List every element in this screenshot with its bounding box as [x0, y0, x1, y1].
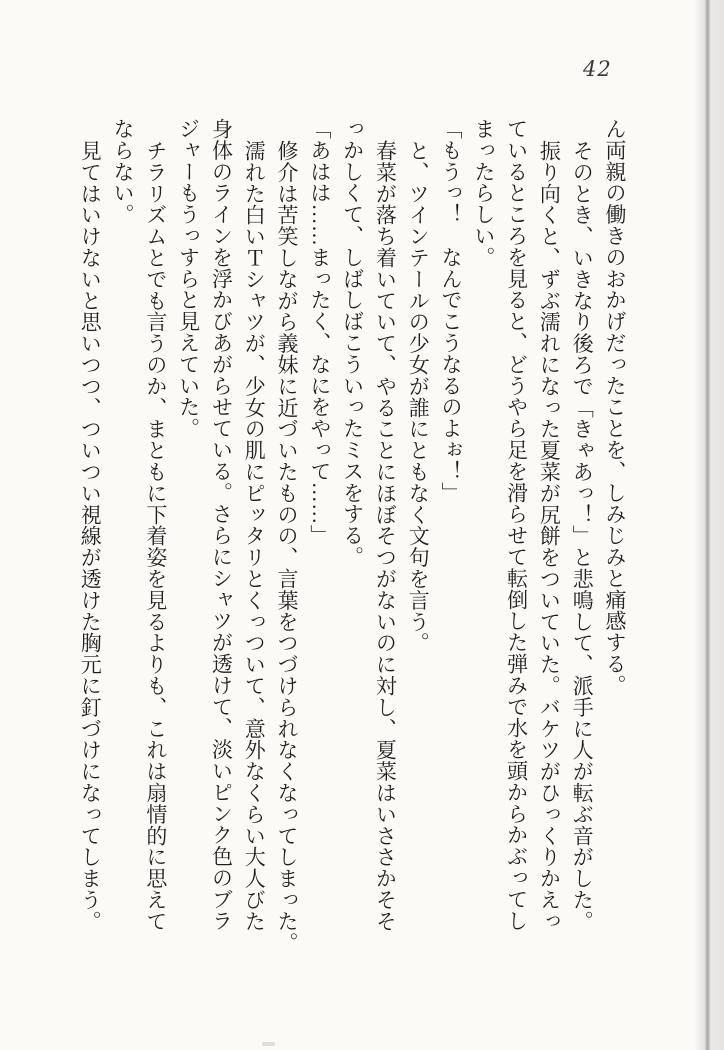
text-column-14: ジャーもうっすらと見えていた。 [176, 118, 201, 439]
text-column-8: 春菜が落ち着いていて、やることにほぼそつがないのに対し、夏菜はいささかそそ [373, 139, 398, 932]
text-column-4: ているところを見ると、どうやら足を滑らせて転倒した弾みで水を頭からかぶってし [504, 118, 529, 932]
page-number: 42 [583, 57, 612, 81]
body-text [73, 118, 631, 1043]
text-column-7: と、ツインテールの少女が誰にともなく文句を言う。 [406, 139, 431, 654]
text-column-6: 「もうっ！ なんでこうなるのよぉ！」 [439, 118, 464, 504]
text-column-3: 振り向くと、ずぶ濡れになった夏菜が尻餅をついていた。バケツがひっくりかえっ [537, 139, 562, 932]
text-column-16: ならない。 [111, 118, 136, 225]
text-column-12: 濡れた白いＴシャツが、少女の肌にピッタリとくっついて、意外なくらい大人びた [242, 139, 267, 932]
text-column-1: ん両親の働きのおかげだったことを、しみじみと痛感する。 [603, 118, 627, 696]
text-column-13: 身体のラインを浮かびあがらせている。さらにシャツが透けて、淡いピンク色のブラ [209, 118, 234, 932]
text-column-5: まったらしい。 [471, 118, 496, 268]
scan-edge-shadow [694, 0, 724, 1050]
text-column-17: 見てはいけないと思いつつ、ついつい視線が透けた胸元に釘づけになってしまう。 [78, 139, 103, 932]
scan-smudge [262, 1042, 275, 1046]
text-column-15: チラリズムとでも言うのか、まともに下着姿を見るよりも、これは扇情的に思えて [143, 139, 168, 932]
text-column-10: 「あはは……まったく、なにをやって……」 [307, 118, 332, 546]
text-column-11: 修介は苦笑しながら義妹に近づいたものの、言葉をつづけられなくなってしまった。 [275, 139, 300, 953]
text-column-9: っかしくて、しばしばこういったミスをする。 [340, 118, 365, 568]
text-column-2: そのとき、いきなり後ろで「きゃあっ！」と悲鳴して、派手に人が転ぶ音がした。 [570, 139, 595, 932]
